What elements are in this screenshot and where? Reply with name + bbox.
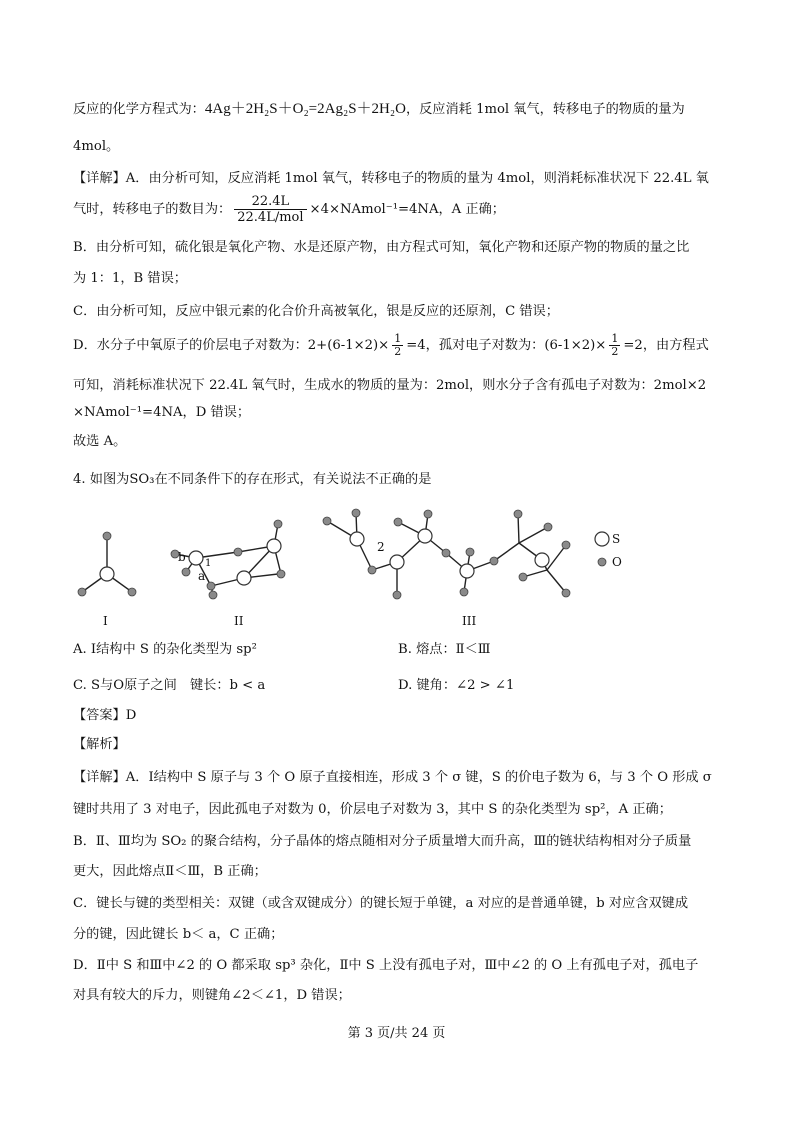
- so3-structures-figure: [70, 508, 650, 633]
- detail1-conclusion: 故选 A。: [73, 434, 127, 449]
- so3-structures-svg: [70, 508, 650, 633]
- bond-label-b: b: [178, 550, 186, 564]
- bond-label-a: a: [198, 569, 206, 583]
- detail2-line-a2: 键时共用了 3 对电子，因此孤电子对数为 0，价层电子对数为 3，其中 S 的杂化类型为 sp²，A 正确；: [73, 802, 672, 817]
- detail1-line-a2: [73, 194, 505, 225]
- half-fraction-1: [392, 333, 403, 358]
- option-d: D. 键角：∠2 > ∠1: [398, 678, 515, 693]
- structure-label-1: I: [103, 614, 108, 628]
- frac-numerator: 22.4L: [234, 194, 306, 210]
- detail2-line-b1: B．Ⅱ、Ⅲ均为 SO₂ 的聚合结构，分子晶体的熔点随相对分子质量增大而升高，Ⅲ的链状结构相对分子质量: [73, 834, 692, 849]
- volume-fraction: [234, 194, 306, 225]
- reaction-equation: 4Ag＋2H₂S＋O₂=2Ag₂S＋2H₂O: [204, 101, 406, 117]
- angle-label-1: 1: [205, 558, 212, 569]
- detail2-line-d2: 对具有较大的斥力，则键角∠2＜∠1，D 错误；: [73, 988, 351, 1003]
- detail1-a2-pre: 气时，转移电子的数目为：: [73, 202, 232, 217]
- option-c: C. S与O原子之间 键长：b < a: [73, 678, 266, 693]
- detail2-line-a1: 【详解】A．Ⅰ结构中 S 原子与 3 个 O 原子直接相连，形成 3 个 σ 键，S 的价电子数为 6，与 3 个 O 形成 σ: [73, 770, 712, 785]
- answer-line: 【答案】D: [73, 708, 137, 723]
- intro-line-2: 4mol。: [73, 139, 120, 154]
- detail1-line-d1: [73, 333, 709, 358]
- angle-label-2: 2: [377, 540, 385, 554]
- legend-o-label: O: [612, 555, 622, 569]
- d1-part-b: =4，孤对电子对数为：(6-1×2)×: [406, 338, 607, 353]
- structure-label-2: II: [234, 614, 244, 628]
- detail2-line-c2: 分的键，因此键长 b＜ a，C 正确；: [73, 927, 284, 942]
- half-den-1: 2: [394, 345, 402, 358]
- detail1-line-a1: 【详解】A．由分析可知，反应消耗 1mol 氧气，转移电子的物质的量为 4mol，则消耗标准状况下 22.4L 氧: [73, 171, 709, 186]
- intro-text-pre: 反应的化学方程式为：: [73, 102, 205, 117]
- d1-part-a: D．水分子中氧原子的价层电子对数为：2+(6-1×2)×: [73, 338, 390, 353]
- legend-s-label: S: [612, 532, 621, 546]
- detail2-line-c1: C．键长与键的类型相关：双键（或含双键成分）的键长短于单键，a 对应的是普通单键，b 对应含双键成: [73, 896, 689, 911]
- detail1-line-d3: ×NAmol⁻¹=4NA，D 错误；: [73, 405, 251, 420]
- detail2-line-b2: 更大，因此熔点Ⅱ＜Ⅲ，B 正确；: [73, 864, 267, 879]
- option-a: A. Ⅰ结构中 S 的杂化类型为 sp²: [73, 642, 257, 657]
- d1-part-c: =2，由方程式: [623, 338, 709, 353]
- intro-line-1: [73, 100, 685, 119]
- half-den-2: 2: [611, 345, 619, 358]
- intro-text-post: ，反应消耗 1mol 氧气，转移电子的物质的量为: [405, 102, 685, 117]
- detail2-line-d1: D．Ⅱ中 S 和Ⅲ中∠2 的 O 都采取 sp³ 杂化，Ⅱ中 S 上没有孤电子对，Ⅲ中∠2 的 O 上有孤电子对，孤电子: [73, 958, 699, 973]
- detail1-line-c: C．由分析可知，反应中银元素的化合价升高被氧化，银是反应的还原剂，C 错误；: [73, 304, 559, 319]
- frac-denominator: 22.4L/mol: [237, 210, 304, 225]
- q4-stem: 4. 如图为SO₃在不同条件下的存在形式，有关说法不正确的是: [73, 472, 432, 487]
- analysis-heading: 【解析】: [73, 737, 126, 752]
- structure-label-3: III: [462, 614, 477, 628]
- detail1-line-b2: 为 1：1，B 错误；: [73, 271, 187, 286]
- detail1-a2-post: ×4×NAmol⁻¹=4NA，A 正确；: [309, 202, 505, 217]
- half-num-1: 1: [394, 332, 402, 345]
- half-fraction-2: [609, 333, 620, 358]
- detail1-line-b1: B．由分析可知，硫化银是氧化产物、水是还原产物，由方程式可知，氧化产物和还原产物的物质的量之比: [73, 240, 690, 255]
- page-footer: 第 3 页/共 24 页: [347, 1026, 446, 1041]
- detail1-line-d2: 可知，消耗标准状况下 22.4L 氧气时，生成水的物质的量为：2mol，则水分子含有孤电子对数为：2mol×2: [73, 378, 707, 393]
- half-num-2: 1: [611, 332, 619, 345]
- option-b: B. 熔点：Ⅱ＜Ⅲ: [398, 642, 491, 657]
